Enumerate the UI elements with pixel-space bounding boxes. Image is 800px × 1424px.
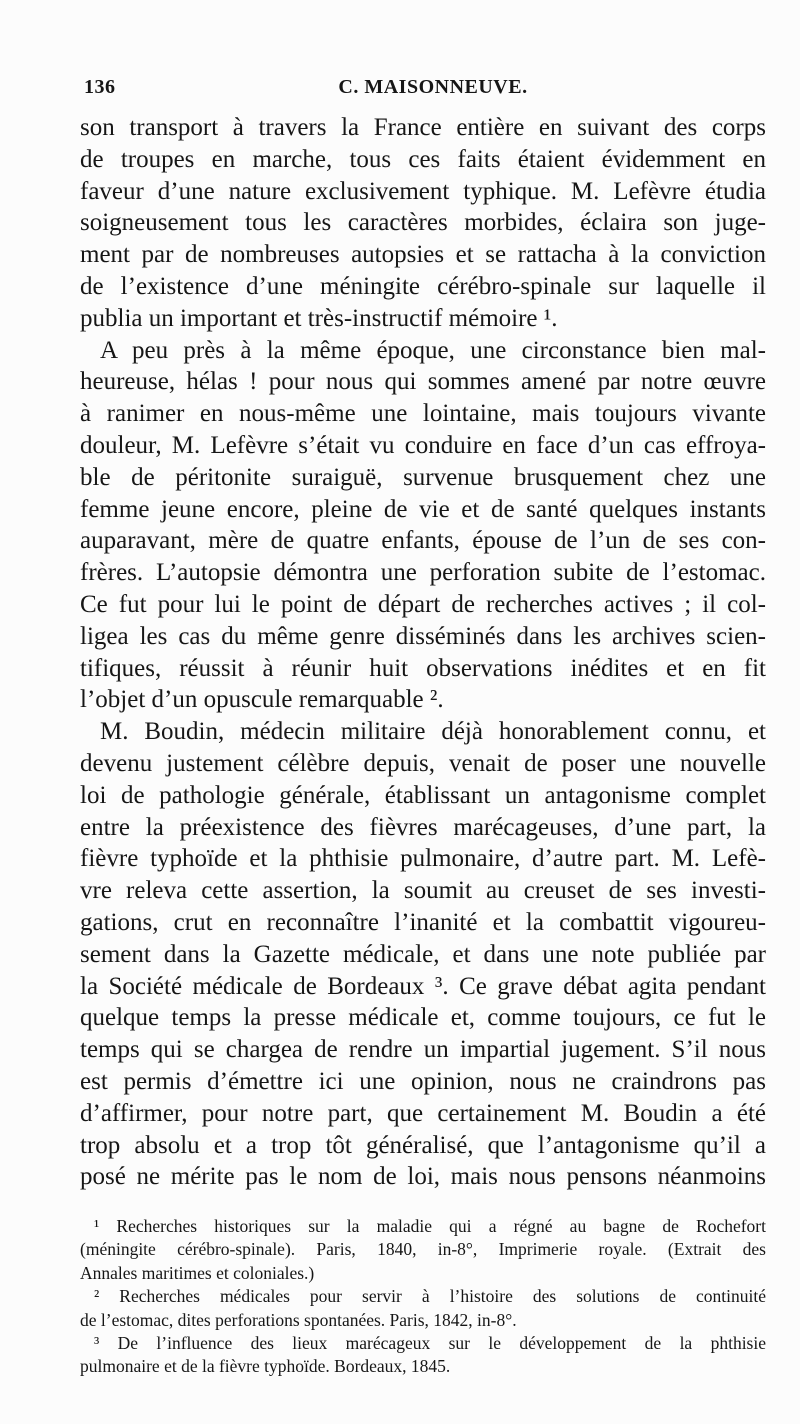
text-line: est permis d’émettre ici une opinion, nous ne craindrons pas	[80, 1067, 766, 1095]
text-line: ligea les cas du même genre disséminés dans les archives scien-	[80, 622, 766, 650]
text-line: heureuse, hélas ! pour nous qui sommes amené par notre œuvre	[80, 368, 766, 396]
text-line: devenu justement célèbre depuis, venait de poser une nouvelle	[80, 749, 766, 777]
text-line: frères. L’autopsie démontra une perforation subite de l’estomac.	[80, 559, 766, 587]
text-line: loi de pathologie générale, établissant un antagonisme complet	[80, 781, 766, 809]
footnote-line: de l’estomac, dites perforations spontanées. Paris, 1842, in-8°.	[80, 1309, 517, 1330]
book-page	[80, 76, 766, 1379]
text-line: auparavant, mère de quatre enfants, épouse de l’un de ses con-	[80, 527, 766, 555]
text-line: ble de péritonite suraiguë, survenue brusquement chez une	[80, 463, 766, 491]
text-line: soigneusement tous les caractères morbides, éclaira son juge-	[80, 209, 766, 237]
text-line: M. Boudin, médecin militaire déjà honorablement connu, et	[100, 718, 766, 746]
text-line: de troupes en marche, tous ces faits étaient évidemment en	[80, 145, 766, 173]
footnote-line: ² Recherches médicales pour servir à l’histoire des solutions de continuité	[94, 1286, 766, 1307]
text-line: publia un important et très-instructif mémoire ¹.	[80, 304, 558, 332]
text-line: sement dans la Gazette médicale, et dans une note publiée par	[80, 940, 766, 968]
footnotes	[80, 1215, 766, 1379]
text-line: de l’existence d’une méningite cérébro-spinale sur laquelle il	[80, 272, 766, 300]
footnote-line: pulmonaire et de la fièvre typhoïde. Bordeaux, 1845.	[80, 1356, 451, 1377]
running-title: C. MAISONNEUVE.	[338, 76, 528, 98]
text-line: douleur, M. Lefèvre s’était vu conduire en face d’un cas effroya-	[80, 431, 766, 459]
page-header	[80, 76, 766, 106]
footnote-line: Annales maritimes et coloniales.)	[80, 1262, 315, 1283]
text-line: la Société médicale de Bordeaux ³. Ce grave débat agita pendant	[80, 972, 766, 1000]
text-line: l’objet d’un opuscule remarquable ².	[80, 686, 444, 714]
text-line: trop absolu et a trop tôt généralisé, que l’antagonisme qu’il a	[80, 1131, 766, 1159]
text-line: à ranimer en nous-même une lointaine, mais toujours vivante	[80, 400, 766, 428]
body-text	[80, 112, 766, 1193]
text-line: fièvre typhoïde et la phthisie pulmonaire, d’autre part. M. Lefè-	[80, 845, 766, 873]
page-number: 136	[84, 76, 116, 98]
text-line: temps qui se chargea de rendre un impartial jugement. S’il nous	[80, 1036, 766, 1064]
text-line: femme jeune encore, pleine de vie et de santé quelques instants	[80, 495, 766, 523]
text-line: posé ne mérite pas le nom de loi, mais nous pensons néanmoins	[80, 1163, 766, 1191]
footnote-line: ¹ Recherches historiques sur la maladie qui a régné au bagne de Rochefort	[94, 1216, 766, 1237]
text-line: quelque temps la presse médicale et, comme toujours, ce fut le	[80, 1004, 766, 1032]
text-line: gations, crut en reconnaître l’inanité et la combattit vigoureu-	[80, 908, 766, 936]
text-line: Ce fut pour lui le point de départ de recherches actives ; il col-	[80, 590, 766, 618]
text-line: tifiques, réussit à réunir huit observations inédites et en fit	[80, 654, 766, 682]
text-line: vre releva cette assertion, la soumit au creuset de ses investi-	[80, 877, 766, 905]
text-line: son transport à travers la France entière en suivant des corps	[80, 114, 766, 141]
text-line: A peu près à la même époque, une circonstance bien mal-	[100, 336, 766, 364]
text-line: d’affirmer, pour notre part, que certainement M. Boudin a été	[80, 1099, 766, 1127]
footnote-line: ³ De l’influence des lieux marécageux sur le développement de la phthisie	[94, 1333, 766, 1354]
text-line: faveur d’une nature exclusivement typhique. M. Lefèvre étudia	[80, 177, 766, 205]
text-line: ment par de nombreuses autopsies et se rattacha à la conviction	[80, 241, 766, 269]
text-line: entre la préexistence des fièvres marécageuses, d’une part, la	[80, 813, 766, 841]
footnote-line: (méningite cérébro-spinale). Paris, 1840, in-8°, Imprimerie royale. (Extrait des	[80, 1239, 766, 1260]
